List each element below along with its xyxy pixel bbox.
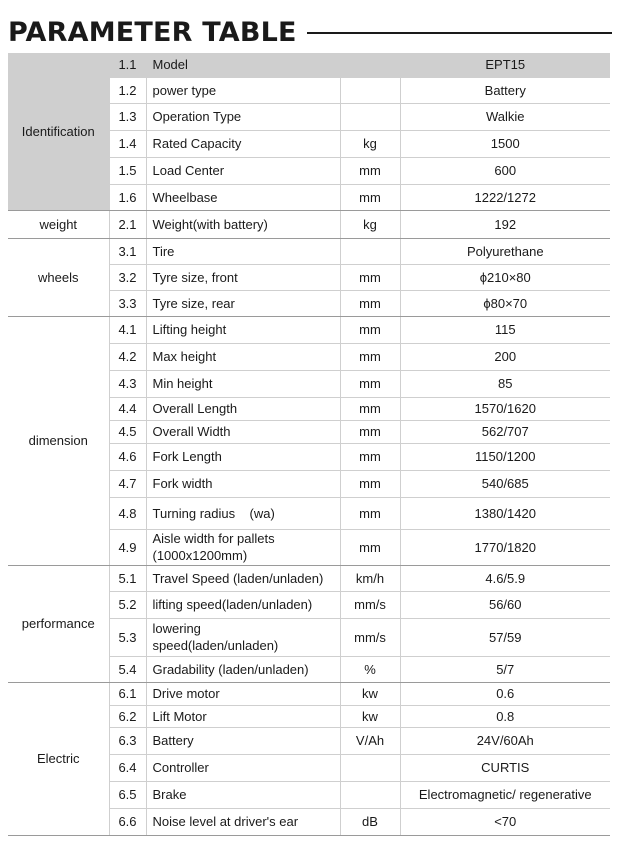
row-number: 2.1 (109, 210, 146, 238)
group-label: Identification (8, 53, 109, 210)
row-number: 4.1 (109, 316, 146, 343)
row-number: 4.2 (109, 343, 146, 370)
unit-cell: mm (340, 420, 400, 443)
value-cell: ϕ210×80 (400, 264, 610, 290)
row-number: 5.4 (109, 656, 146, 682)
value-cell: 0.8 (400, 705, 610, 727)
parameter-table (8, 53, 610, 836)
unit-cell: dB (340, 808, 400, 835)
parameter-name: Max height (146, 343, 340, 370)
parameter-name: Rated Capacity (146, 130, 340, 157)
value-cell: 5/7 (400, 656, 610, 682)
table-row (8, 238, 610, 264)
parameter-name: power type (146, 77, 340, 103)
value-cell: 115 (400, 316, 610, 343)
parameter-name: Min height (146, 370, 340, 397)
row-number: 6.2 (109, 705, 146, 727)
title-rule (307, 32, 612, 34)
row-number: 4.6 (109, 443, 146, 470)
unit-cell: mm/s (340, 618, 400, 656)
table-row (8, 316, 610, 343)
parameter-name: Fork width (146, 470, 340, 497)
unit-cell (340, 53, 400, 77)
row-number: 5.3 (109, 618, 146, 656)
unit-cell: mm (340, 529, 400, 565)
value-cell: CURTIS (400, 754, 610, 781)
unit-cell: mm (340, 470, 400, 497)
row-number: 1.5 (109, 157, 146, 184)
value-cell: 24V/60Ah (400, 727, 610, 754)
value-cell: <70 (400, 808, 610, 835)
parameter-name: lowering speed(laden/unladen) (146, 618, 340, 656)
page-title: PARAMETER TABLE (8, 16, 297, 48)
row-number: 1.4 (109, 130, 146, 157)
value-cell: 57/59 (400, 618, 610, 656)
value-cell: 56/60 (400, 591, 610, 618)
value-cell: 1380/1420 (400, 497, 610, 529)
unit-cell: kw (340, 705, 400, 727)
group-label: wheels (8, 238, 109, 316)
row-number: 3.2 (109, 264, 146, 290)
value-cell: Battery (400, 77, 610, 103)
value-cell: 192 (400, 210, 610, 238)
row-number: 4.4 (109, 397, 146, 420)
value-cell: 1500 (400, 130, 610, 157)
unit-cell: mm (340, 370, 400, 397)
value-cell: 1770/1820 (400, 529, 610, 565)
row-number: 5.1 (109, 565, 146, 591)
value-cell: 600 (400, 157, 610, 184)
value-cell: 85 (400, 370, 610, 397)
row-number: 5.2 (109, 591, 146, 618)
row-number: 1.1 (109, 53, 146, 77)
parameter-table-body (8, 53, 610, 835)
unit-cell: mm (340, 443, 400, 470)
row-number: 3.1 (109, 238, 146, 264)
value-cell: 0.6 (400, 682, 610, 705)
row-number: 1.6 (109, 184, 146, 210)
unit-cell (340, 77, 400, 103)
unit-cell: mm/s (340, 591, 400, 618)
unit-cell: mm (340, 290, 400, 316)
parameter-name: Overall Length (146, 397, 340, 420)
unit-cell: mm (340, 397, 400, 420)
value-cell: 1570/1620 (400, 397, 610, 420)
parameter-name: lifting speed(laden/unladen) (146, 591, 340, 618)
value-cell: 540/685 (400, 470, 610, 497)
value-cell: EPT15 (400, 53, 610, 77)
value-cell: 1222/1272 (400, 184, 610, 210)
row-number: 1.2 (109, 77, 146, 103)
row-number: 4.8 (109, 497, 146, 529)
value-cell: Electromagnetic/ regenerative (400, 781, 610, 808)
parameter-name: Aisle width for pallets (1000x1200mm) (146, 529, 340, 565)
parameter-name: Operation Type (146, 103, 340, 130)
parameter-name: Load Center (146, 157, 340, 184)
table-row (8, 682, 610, 705)
value-cell: ϕ80×70 (400, 290, 610, 316)
unit-cell (340, 781, 400, 808)
parameter-name: Drive motor (146, 682, 340, 705)
unit-cell: kg (340, 130, 400, 157)
row-number: 3.3 (109, 290, 146, 316)
parameter-name: Gradability (laden/unladen) (146, 656, 340, 682)
parameter-name: Travel Speed (laden/unladen) (146, 565, 340, 591)
row-number: 4.5 (109, 420, 146, 443)
value-cell: 1150/1200 (400, 443, 610, 470)
value-cell: Walkie (400, 103, 610, 130)
parameter-name: Tyre size, front (146, 264, 340, 290)
row-number: 6.3 (109, 727, 146, 754)
group-label: performance (8, 565, 109, 682)
parameter-name: Lifting height (146, 316, 340, 343)
row-number: 1.3 (109, 103, 146, 130)
unit-cell: mm (340, 316, 400, 343)
parameter-name: Turning radius (wa) (146, 497, 340, 529)
parameter-name: Controller (146, 754, 340, 781)
value-cell: 4.6/5.9 (400, 565, 610, 591)
parameter-name: Model (146, 53, 340, 77)
parameter-name: Wheelbase (146, 184, 340, 210)
row-number: 4.7 (109, 470, 146, 497)
parameter-name: Noise level at driver's ear (146, 808, 340, 835)
unit-cell: mm (340, 497, 400, 529)
parameter-name: Battery (146, 727, 340, 754)
row-number: 6.1 (109, 682, 146, 705)
unit-cell: km/h (340, 565, 400, 591)
value-cell: Polyurethane (400, 238, 610, 264)
row-number: 4.9 (109, 529, 146, 565)
unit-cell (340, 103, 400, 130)
parameter-name: Tire (146, 238, 340, 264)
title-bar (8, 14, 612, 50)
group-label: Electric (8, 682, 109, 835)
unit-cell (340, 754, 400, 781)
row-number: 4.3 (109, 370, 146, 397)
table-row (8, 53, 610, 77)
parameter-name: Overall Width (146, 420, 340, 443)
unit-cell: mm (340, 184, 400, 210)
row-number: 6.4 (109, 754, 146, 781)
parameter-name: Weight(with battery) (146, 210, 340, 238)
unit-cell (340, 238, 400, 264)
parameter-name: Lift Motor (146, 705, 340, 727)
parameter-name: Tyre size, rear (146, 290, 340, 316)
parameter-name: Fork Length (146, 443, 340, 470)
value-cell: 562/707 (400, 420, 610, 443)
table-row (8, 565, 610, 591)
unit-cell: mm (340, 157, 400, 184)
group-label: dimension (8, 316, 109, 565)
unit-cell: mm (340, 264, 400, 290)
table-row (8, 210, 610, 238)
row-number: 6.6 (109, 808, 146, 835)
unit-cell: kw (340, 682, 400, 705)
group-label: weight (8, 210, 109, 238)
unit-cell: % (340, 656, 400, 682)
unit-cell: V/Ah (340, 727, 400, 754)
unit-cell: kg (340, 210, 400, 238)
unit-cell: mm (340, 343, 400, 370)
value-cell: 200 (400, 343, 610, 370)
row-number: 6.5 (109, 781, 146, 808)
parameter-name: Brake (146, 781, 340, 808)
